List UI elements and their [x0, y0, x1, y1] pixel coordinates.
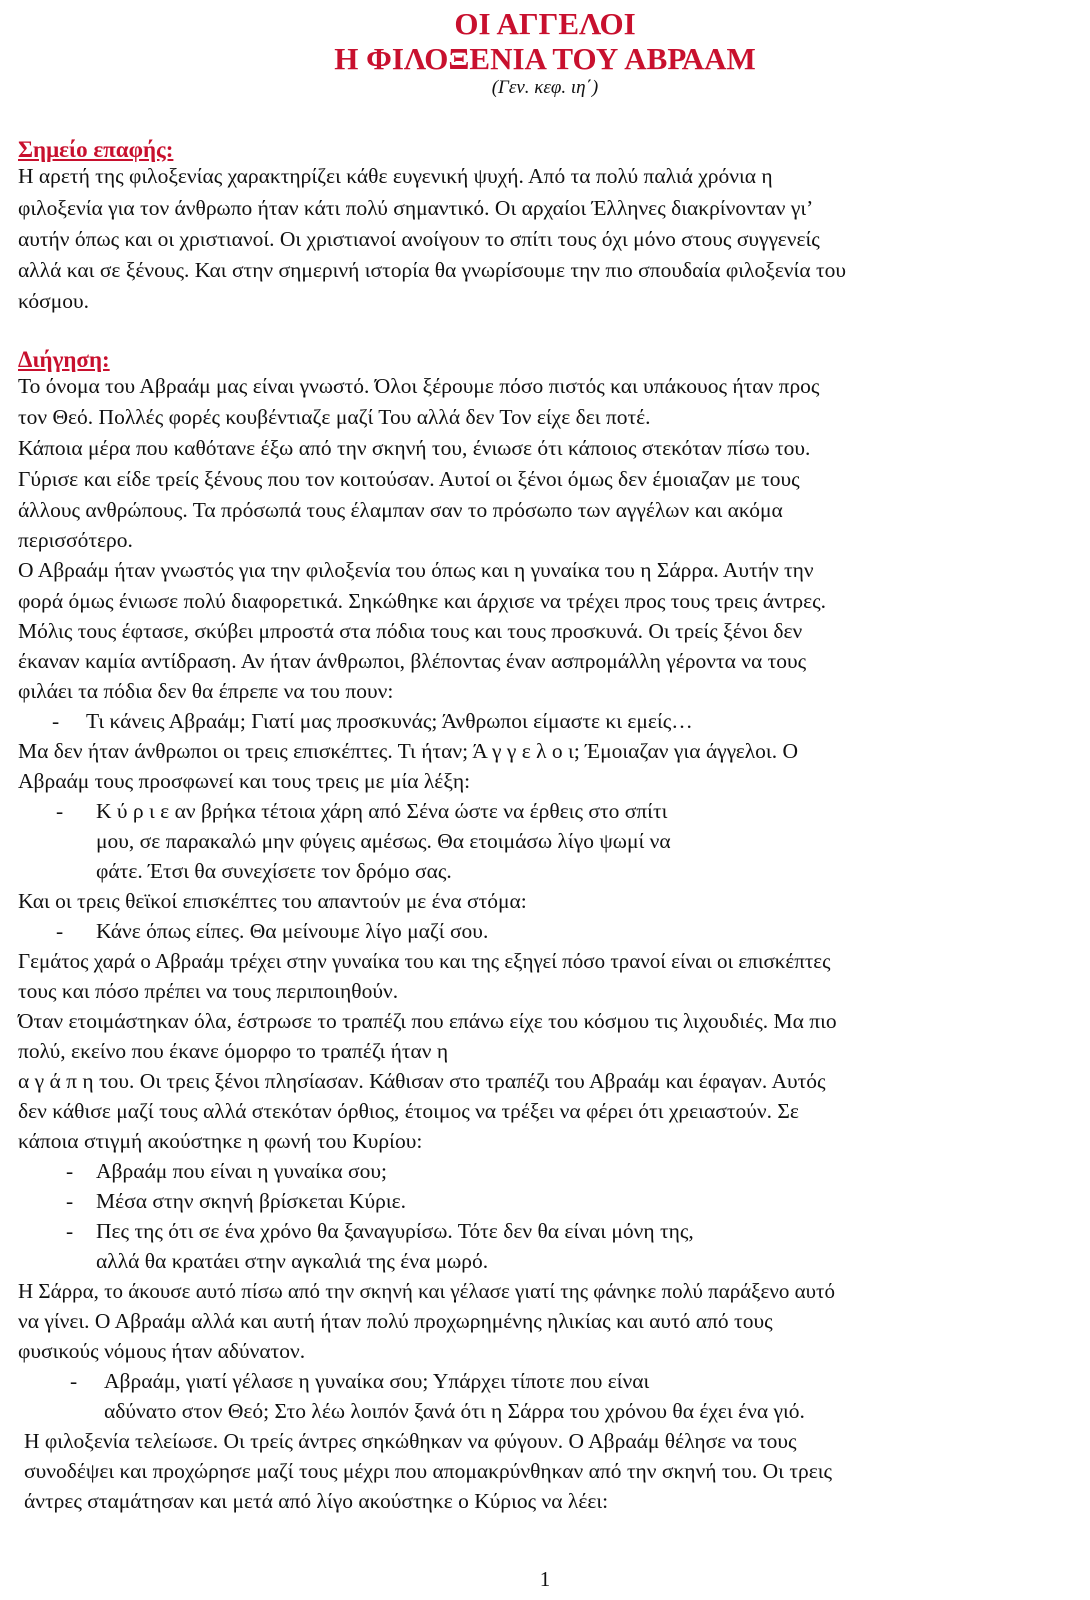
text-line: τους και πόσο πρέπει να τους περιποιηθούν. [18, 979, 399, 1003]
text-line: Γύρισε και είδε τρείς ξένους που τον κοιτούσαν. Αυτοί οι ξένοι όμως δεν έμοιαζαν με τους [18, 467, 800, 491]
text-line: φιλάει τα πόδια δεν θα έπρεπε να του πουν: [18, 679, 394, 703]
text-line: άντρες σταμάτησαν και μετά από λίγο ακούστηκε ο Κύριος να λέει: [24, 1489, 609, 1513]
text-line: να γίνει. Ο Αβραάμ αλλά και αυτή ήταν πολύ προχωρημένης ηλικίας και αυτό από τους [18, 1309, 773, 1333]
text-line: συνοδέψει και προχώρησε μαζί τους μέχρι που απομακρύνθηκαν από την σκηνή του. Οι τρεις [24, 1459, 833, 1483]
dialogue-dash: - [56, 919, 64, 943]
heading-contact-point: Σημείο επαφής: [18, 137, 174, 162]
text-line: αυτήν όπως και οι χριστιανοί. Οι χριστιανοί ανοίγουν το σπίτι τους όχι μόνο στους συγγενείς [18, 227, 820, 251]
text-line: Όταν ετοιμάστηκαν όλα, έστρωσε το τραπέζι που επάνω είχε του κόσμου τις λιχουδιές. Μα πιο [18, 1009, 837, 1033]
dialogue-line: μου, σε παρακαλώ μην φύγεις αμέσως. Θα ετοιμάσω λίγο ψωμί να [96, 829, 671, 853]
title-line-2: Η ΦΙΛΟΞΕΝΙΑ ΤΟΥ ΑΒΡΑΑΜ [334, 41, 756, 76]
text-line: Ο Αβραάμ ήταν γνωστός για την φιλοξενία του όπως και η γυναίκα του η Σάρρα. Αυτήν την [18, 558, 814, 582]
text-line: Γεμάτος χαρά ο Αβραάμ τρέχει στην γυναίκα του και της εξηγεί πόσο τρανοί είναι οι επισκέπτες [18, 949, 831, 973]
dialogue-dash: - [66, 1219, 74, 1243]
dialogue-dash: - [66, 1159, 74, 1183]
text-line: φορά όμως ένιωσε πολύ διαφορετικά. Σηκώθηκε και άρχισε να τρέχει προς τους τρεις άντρες. [18, 589, 827, 613]
dialogue-dash: - [70, 1369, 78, 1393]
text-line: Μα δεν ήταν άνθρωποι οι τρεις επισκέπτες. Τι ήταν; Ά γ γ ε λ ο ι; Έμοιαζαν για άγγελοι. Ο [18, 739, 798, 763]
dialogue-line: Αβραάμ, γιατί γέλασε η γυναίκα σου; Υπάρχει τίποτε που είναι [104, 1369, 650, 1393]
page-number: 1 [539, 1567, 551, 1591]
text-line: περισσότερο. [18, 528, 133, 552]
dialogue-line: Κ ύ ρ ι ε αν βρήκα τέτοια χάρη από Σένα ώστε να έρθεις στο σπίτι [96, 799, 668, 823]
text-line: κάποια στιγμή ακούστηκε η φωνή του Κυρίου: [18, 1129, 423, 1153]
text-line: έκαναν καμία αντίδραση. Αν ήταν άνθρωποι, βλέποντας έναν ασπρομάλλη γέροντα να τους [18, 649, 807, 673]
text-line: τον Θεό. Πολλές φορές κουβέντιαζε μαζί Του αλλά δεν Τον είχε δει ποτέ. [18, 405, 651, 429]
text-line: Αβραάμ τους προσφωνεί και τους τρεις με μία λέξη: [18, 769, 471, 793]
text-line: Κάποια μέρα που καθότανε έξω από την σκηνή του, ένιωσε ότι κάποιος στεκόταν πίσω του. [18, 436, 811, 460]
heading-narration: Διήγηση: [18, 347, 110, 372]
dialogue-dash: - [56, 799, 64, 823]
text-line: αλλά και σε ξένους. Και στην σημερινή ιστορία θα γνωρίσουμε την πιο σπουδαία φιλοξενία του [18, 258, 846, 282]
dialogue-line: Πες της ότι σε ένα χρόνο θα ξαναγυρίσω. Τότε δεν θα είναι μόνη της, [96, 1219, 694, 1243]
dialogue-line: αδύνατο στον Θεό; Στο λέω λοιπόν ξανά ότι η Σάρρα του χρόνου θα έχει ένα γιό. [104, 1399, 805, 1423]
text-line: κόσμου. [18, 289, 89, 313]
text-line: πολύ, εκείνο που έκανε όμορφο το τραπέζι ήταν η [18, 1039, 449, 1063]
text-line: Η φιλοξενία τελείωσε. Οι τρείς άντρες σηκώθηκαν να φύγουν. Ο Αβραάμ θέλησε να τους [24, 1429, 797, 1453]
dialogue-line: Αβραάμ που είναι η γυναίκα σου; [96, 1159, 387, 1183]
dialogue-dash: - [52, 709, 60, 733]
title-line-1: ΟΙ ΑΓΓΕΛΟΙ [454, 6, 636, 41]
text-line: Και οι τρεις θεϊκοί επισκέπτες του απαντούν με ένα στόμα: [18, 889, 527, 913]
text-line: Μόλις τους έφτασε, σκύβει μπροστά στα πόδια τους και τους προσκυνά. Οι τρείς ξένοι δεν [18, 619, 803, 643]
dialogue-dash: - [66, 1189, 74, 1213]
dialogue-line: φάτε. Έτσι θα συνεχίσετε τον δρόμο σας. [96, 859, 452, 883]
subtitle-reference: (Γεν. κεφ. ιη΄) [491, 77, 599, 98]
dialogue-line: Τι κάνεις Αβραάμ; Γιατί μας προσκυνάς; Άνθρωποι είμαστε κι εμείς… [86, 709, 693, 733]
text-line: Η αρετή της φιλοξενίας χαρακτηρίζει κάθε ευγενική ψυχή. Από τα πολύ παλιά χρόνια η [18, 164, 773, 188]
dialogue-line: Μέσα στην σκηνή βρίσκεται Κύριε. [96, 1189, 407, 1213]
text-line: Το όνομα του Αβραάμ μας είναι γνωστό. Όλοι ξέρουμε πόσο πιστός και υπάκουος ήταν προς [18, 374, 820, 398]
dialogue-line: αλλά θα κρατάει στην αγκαλιά της ένα μωρό. [96, 1249, 489, 1273]
dialogue-line: Κάνε όπως είπες. Θα μείνουμε λίγο μαζί σου. [96, 919, 489, 943]
text-line: φιλοξενία για τον άνθρωπο ήταν κάτι πολύ σημαντικό. Οι αρχαίοι Έλληνες διακρίνονταν γι’ [18, 196, 814, 220]
text-line: α γ ά π η του. Οι τρεις ξένοι πλησίασαν. Κάθισαν στο τραπέζι του Αβραάμ και έφαγαν. Αυτός [18, 1069, 826, 1093]
text-line: Η Σάρρα, το άκουσε αυτό πίσω από την σκηνή και γέλασε γιατί της φάνηκε πολύ παράξενο αυτό [18, 1279, 835, 1303]
text-line: δεν κάθισε μαζί τους αλλά στεκόταν όρθιος, έτοιμος να τρέξει να φέρει ότι χρειαστούν. Σε [18, 1099, 799, 1123]
text-line: φυσικούς νόμους ήταν αδύνατον. [18, 1339, 306, 1363]
text-line: άλλους ανθρώπους. Τα πρόσωπά τους έλαμπαν σαν το πρόσωπο των αγγέλων και ακόμα [18, 498, 783, 522]
